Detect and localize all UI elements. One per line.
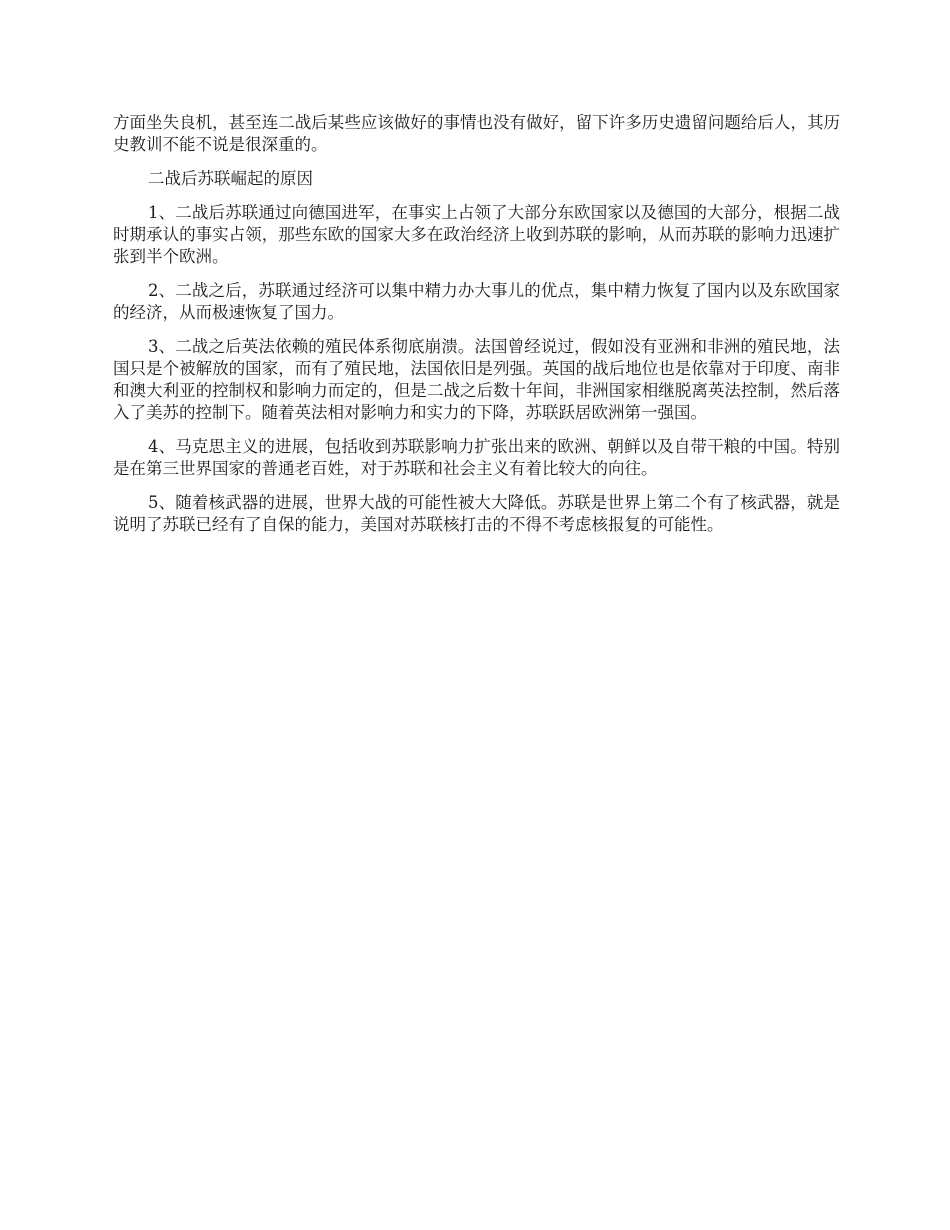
paragraph-reason-5: 5、随着核武器的进展，世界大战的可能性被大大降低。苏联是世界上第二个有了核武器，就是说明了苏联已经有了自保的能力，美国对苏联核打击的不得不考虑核报复的可能性。 bbox=[113, 493, 840, 534]
paragraph-reason-2: 2、二战之后，苏联通过经济可以集中精力办大事儿的优点，集中精力恢复了国内以及东欧国家的经济，从而极速恢复了国力。 bbox=[113, 281, 840, 322]
section-heading: 二战后苏联崛起的原因 bbox=[148, 169, 313, 188]
paragraph-reason-1: 1、二战后苏联通过向德国进军，在事实上占领了大部分东欧国家以及德国的大部分，根据二战时期承认的事实占领，那些东欧的国家大多在政治经济上收到苏联的影响，从而苏联的影响力迅速扩张到半个欧洲。 bbox=[113, 203, 840, 266]
document-body bbox=[113, 112, 840, 548]
paragraph-reason-3: 3、二战之后英法依赖的殖民体系彻底崩溃。法国曾经说过，假如没有亚洲和非洲的殖民地，法国只是个被解放的国家，而有了殖民地，法国依旧是列强。英国的战后地位也是依靠对于印度、南非和澳大利亚的控制权和影响力而定的，但是二战之后数十年间，非洲国家相继脱离英法控制，然后落入了美苏的控制下。随着英法相对影响力和实力的下降，苏联跃居欧洲第一强国。 bbox=[113, 337, 840, 422]
paragraph-reason-4: 4、马克思主义的进展，包括收到苏联影响力扩张出来的欧洲、朝鲜以及自带干粮的中国。特别是在第三世界国家的普通老百姓，对于苏联和社会主义有着比较大的向往。 bbox=[113, 437, 840, 478]
paragraph-continuation: 方面坐失良机，甚至连二战后某些应该做好的事情也没有做好，留下许多历史遗留问题给后人，其历史教训不能不说是很深重的。 bbox=[113, 113, 840, 154]
